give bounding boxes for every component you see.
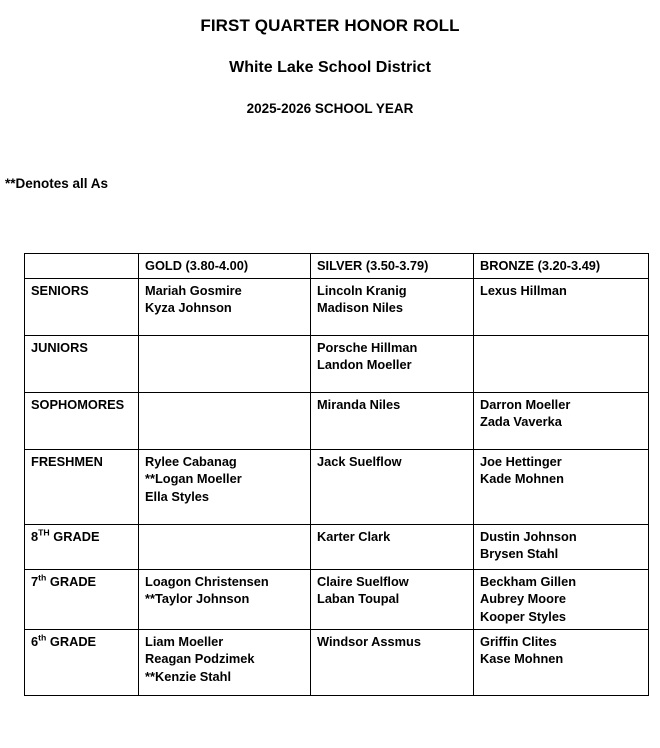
row-label-freshmen: FRESHMEN [25,449,139,524]
table-row [25,449,649,524]
legend-note: **Denotes all As [5,176,109,191]
table-row [25,392,649,449]
student-name: Beckham Gillen [480,573,577,589]
cell-bronze [474,629,649,695]
cell-silver [311,278,474,335]
student-name: Laban Toupal [317,591,400,607]
cell-silver [311,449,474,524]
cell-gold [139,524,311,569]
ordinal-suffix: th [38,572,47,583]
student-name: Porsche Hillman [317,339,418,355]
cell-bronze [474,335,649,392]
student-name: Kyza Johnson [145,300,232,316]
student-name: Rylee Cabanag [145,453,237,469]
student-name: Mariah Gosmire [145,282,242,298]
table-header-row [25,254,649,279]
student-name: Ella Styles [145,488,210,504]
student-name: Kase Mohnen [480,651,564,667]
page-title: FIRST QUARTER HONOR ROLL [200,16,460,35]
cell-silver [311,629,474,695]
student-name: Dustin Johnson [480,528,577,544]
table-body [25,278,649,695]
student-name: Miranda Niles [317,396,401,412]
cell-gold [139,449,311,524]
cell-gold [139,278,311,335]
student-name: Liam Moeller [145,633,224,649]
student-name: Lincoln Kranig [317,282,407,298]
cell-bronze [474,524,649,569]
student-name: **Logan Moeller [145,471,242,487]
student-name: Brysen Stahl [480,546,559,562]
cell-gold [139,335,311,392]
student-name: Darron Moeller [480,396,571,412]
cell-gold [139,629,311,695]
row-label-sophomores: SOPHOMORES [25,392,139,449]
district-name: White Lake School District [229,59,431,77]
row-label-grade8: 8TH GRADE [25,524,139,569]
cell-bronze [474,278,649,335]
header-blank [25,254,139,279]
cell-gold [139,569,311,629]
cell-silver [311,524,474,569]
student-name: Karter Clark [317,528,391,544]
student-name: Griffin Clites [480,633,557,649]
cell-silver [311,569,474,629]
student-name: Madison Niles [317,300,404,316]
row-label-juniors: JUNIORS [25,335,139,392]
cell-silver [311,392,474,449]
ordinal-suffix: TH [38,527,50,538]
school-year: 2025-2026 SCHOOL YEAR [246,100,414,116]
cell-gold [139,392,311,449]
cell-bronze [474,392,649,449]
student-name: Loagon Christensen [145,573,269,589]
row-label-grade7: 7th GRADE [25,569,139,629]
row-label-grade6: 6th GRADE [25,629,139,695]
student-name: Claire Suelflow [317,573,409,589]
student-name: Aubrey Moore [480,591,567,607]
cell-bronze [474,569,649,629]
header-silver: SILVER (3.50-3.79) [311,254,474,279]
student-name: Windsor Assmus [317,633,421,649]
student-name: Reagan Podzimek [145,651,255,667]
student-name: **Taylor Johnson [145,591,250,607]
student-name: Lexus Hillman [480,282,567,298]
honor-roll-table [24,253,649,696]
table-row [25,629,649,695]
title-block [0,0,660,117]
table-row [25,335,649,392]
header-bronze: BRONZE (3.20-3.49) [474,254,649,279]
student-name: Kooper Styles [480,608,567,624]
table-row [25,569,649,629]
student-name: Zada Vaverka [480,414,562,430]
cell-bronze [474,449,649,524]
ordinal-suffix: th [38,632,47,643]
row-label-seniors: SENIORS [25,278,139,335]
student-name: Joe Hettinger [480,453,562,469]
table-row [25,278,649,335]
cell-silver [311,335,474,392]
student-name: **Kenzie Stahl [145,668,232,684]
student-name: Jack Suelflow [317,453,402,469]
table-row [25,524,649,569]
student-name: Landon Moeller [317,357,412,373]
header-gold: GOLD (3.80-4.00) [139,254,311,279]
student-name: Kade Mohnen [480,471,564,487]
